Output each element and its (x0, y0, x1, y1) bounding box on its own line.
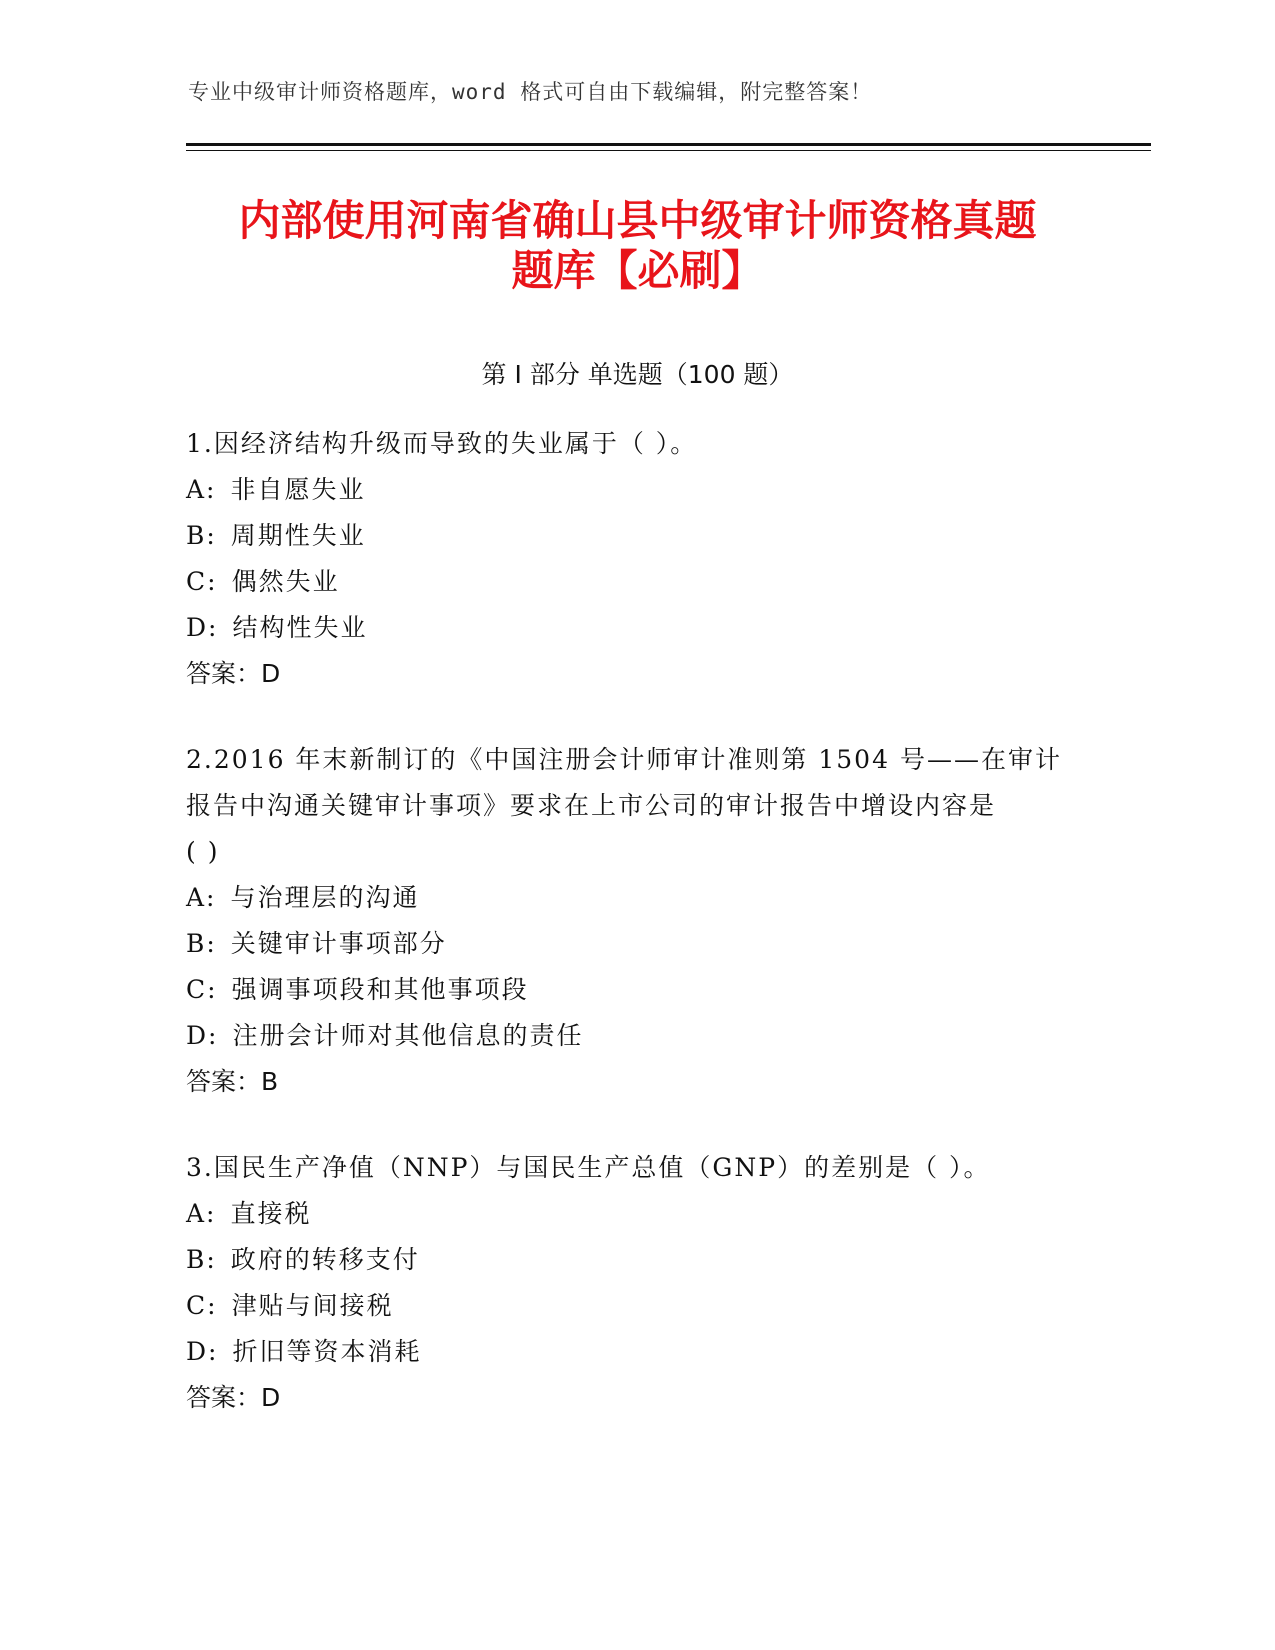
header-note: 专业中级审计师资格题库，word 格式可自由下载编辑，附完整答案！ (188, 80, 873, 104)
option-a (186, 1191, 1086, 1237)
option-text: 政府的转移支付 (230, 1245, 420, 1274)
question-2 (186, 737, 1086, 1105)
header-rule-thin (186, 150, 1151, 151)
option-text: 周期性失业 (230, 521, 366, 550)
option-key: C: (186, 975, 218, 1004)
option-a (186, 875, 1086, 921)
question-stem: 报告中沟通关键审计事项》要求在上市公司的审计报告中增设内容是 (186, 791, 997, 820)
option-text: 非自愿失业 (230, 475, 366, 504)
option-key: C: (186, 567, 218, 596)
option-key: D: (186, 1337, 219, 1366)
option-text: 关键审计事项部分 (230, 929, 447, 958)
option-text: 折旧等资本消耗 (232, 1337, 422, 1366)
document-title (150, 196, 1125, 296)
document-title-line-2: 题库【必刷】 (511, 246, 764, 295)
option-key: D: (186, 613, 219, 642)
option-c (186, 967, 1086, 1013)
option-b (186, 513, 1086, 559)
option-key: A: (186, 1199, 217, 1228)
option-b (186, 1237, 1086, 1283)
option-text: 津贴与间接税 (231, 1291, 394, 1320)
option-a (186, 467, 1086, 513)
answer: 答案：D (186, 1383, 281, 1412)
option-text: 偶然失业 (231, 567, 340, 596)
option-d (186, 1329, 1086, 1375)
option-key: B: (186, 521, 217, 550)
question-3 (186, 1145, 1086, 1421)
option-key: A: (186, 475, 217, 504)
option-b (186, 921, 1086, 967)
option-c (186, 1283, 1086, 1329)
option-key: D: (186, 1021, 219, 1050)
option-key: A: (186, 883, 217, 912)
question-1 (186, 421, 1086, 697)
question-stem: 2.2016 年末新制订的《中国注册会计师审计准则第 1504 号——在审计 (186, 745, 1062, 774)
question-stem: ( ) (186, 837, 220, 866)
option-d (186, 605, 1086, 651)
option-key: B: (186, 929, 217, 958)
document-title-line-1: 内部使用河南省确山县中级审计师资格真题 (238, 196, 1037, 245)
section-title: 第 I 部分 单选题（100 题） (481, 360, 794, 389)
option-text: 与治理层的沟通 (230, 883, 420, 912)
option-c (186, 559, 1086, 605)
question-stem: 3.国民生产净值（NNP）与国民生产总值（GNP）的差别是（ ）。 (186, 1153, 991, 1182)
answer: 答案：D (186, 659, 281, 688)
option-key: C: (186, 1291, 218, 1320)
option-text: 注册会计师对其他信息的责任 (232, 1021, 584, 1050)
option-text: 结构性失业 (232, 613, 368, 642)
header-rule-thick (186, 143, 1151, 146)
option-text: 强调事项段和其他事项段 (231, 975, 529, 1004)
option-text: 直接税 (230, 1199, 312, 1228)
question-stem: 1.因经济结构升级而导致的失业属于（ ）。 (186, 429, 698, 458)
option-key: B: (186, 1245, 217, 1274)
answer: 答案：B (186, 1067, 279, 1096)
option-d (186, 1013, 1086, 1059)
